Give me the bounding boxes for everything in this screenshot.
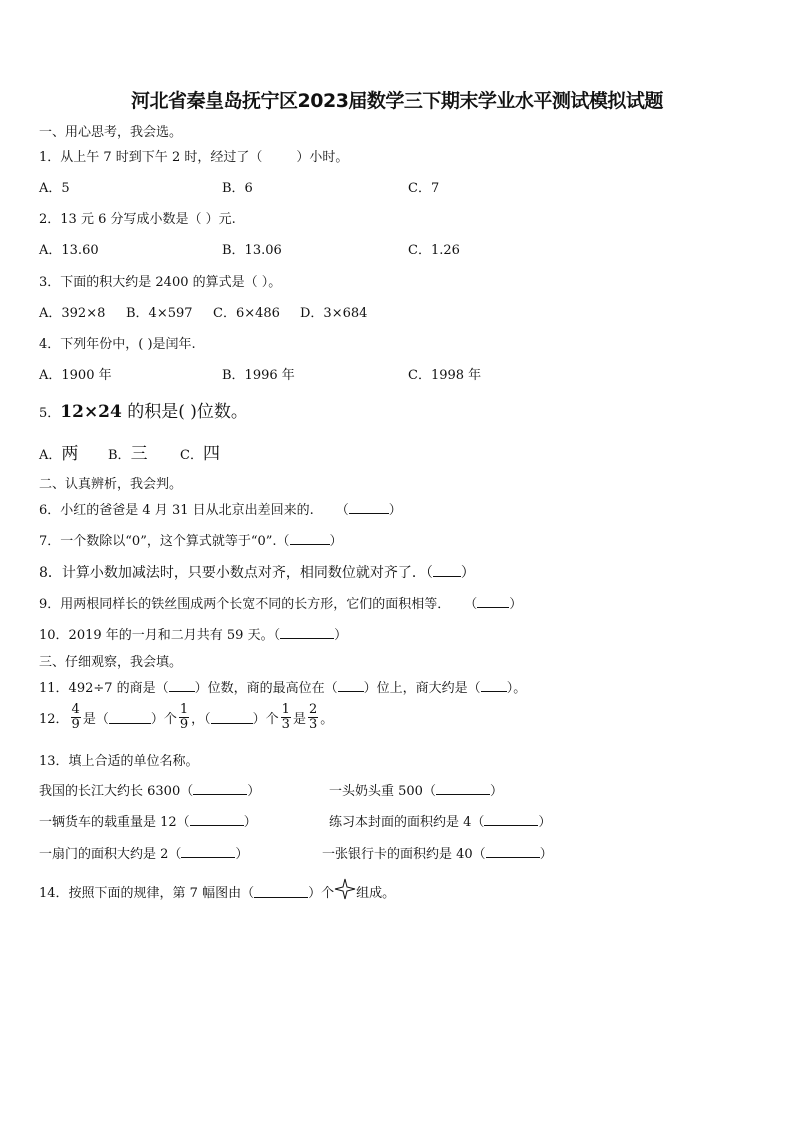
text-ge: ）个 <box>252 712 279 727</box>
answer-blank[interactable] <box>486 845 540 858</box>
q4-option-a[interactable]: A．1900 年 <box>39 368 112 383</box>
q3-option-a[interactable]: A．392×8 <box>39 306 106 321</box>
q13-item-text: 一辆货车的载重量是 12（ <box>39 815 190 830</box>
paren-right: ） <box>243 815 257 830</box>
q1-option-c[interactable]: C．7 <box>408 181 440 196</box>
q2-option-c[interactable]: C．1.26 <box>408 243 460 258</box>
q5-option-c[interactable] <box>180 439 220 464</box>
q5-option-a[interactable] <box>39 439 78 464</box>
answer-blank[interactable] <box>433 564 461 577</box>
q13-item-6 <box>322 843 553 862</box>
q2-option-b[interactable]: B．13.06 <box>222 243 282 258</box>
question-1-text-a: 1．从上午 7 时到下午 2 时，经过了（ <box>39 150 263 165</box>
paren-left: （ <box>273 628 281 643</box>
answer-blank[interactable] <box>436 782 490 795</box>
question-8-text: 8．计算小数加减法时，只要小数点对齐，相同数位就对齐了． <box>39 565 426 581</box>
section-heading-1: 一、用心思考，我会选。 <box>39 125 183 140</box>
q13-item-4 <box>329 811 551 830</box>
q13-item-2 <box>329 780 503 799</box>
q1-option-b[interactable]: B．6 <box>222 181 253 196</box>
paren-right: ） <box>334 628 348 643</box>
q13-item-3 <box>39 811 257 830</box>
question-6-text: 6．小红的爸爸是 4 月 31 日从北京出差回来的. <box>39 503 314 518</box>
question-5-text: 的积是( )位数。 <box>121 402 248 422</box>
question-9 <box>39 593 522 612</box>
page-title: 河北省秦皇岛抚宁区2023届数学三下期末学业水平测试模拟试题 <box>131 90 663 112</box>
question-11-part-4: ）。 <box>506 681 527 696</box>
q5-option-b[interactable] <box>108 439 148 464</box>
answer-blank[interactable] <box>290 532 330 545</box>
paren-left: （ <box>425 565 433 581</box>
question-11-part-2: ）位数，商的最高位在（ <box>194 681 338 696</box>
paren-left: （ <box>335 503 349 518</box>
question-11-part-1: 11．492÷7 的商是（ <box>39 681 169 696</box>
denominator: 3 <box>308 717 318 732</box>
numerator: 2 <box>308 702 318 717</box>
question-6 <box>39 499 402 518</box>
answer-blank[interactable] <box>169 679 195 692</box>
answer-blank[interactable] <box>481 679 507 692</box>
question-14-part-3: 组成。 <box>356 885 396 901</box>
question-11 <box>39 677 526 696</box>
q13-item-text: 一头奶头重 500（ <box>329 784 436 799</box>
paren-left: （ <box>276 534 290 549</box>
section-heading-2: 二、认真辨析，我会判。 <box>39 477 183 492</box>
q5-option-b-prefix: B． <box>108 448 131 463</box>
q13-item-text: 练习本封面的面积约是 4（ <box>329 815 485 830</box>
q2-option-a[interactable]: A．13.60 <box>39 243 99 258</box>
q13-item-text: 一张银行卡的面积约是 40（ <box>322 847 486 862</box>
q3-option-d[interactable]: D．3×684 <box>300 306 368 321</box>
answer-blank[interactable] <box>280 626 334 639</box>
paren-right: ） <box>388 503 402 518</box>
question-7 <box>39 530 343 549</box>
answer-blank[interactable] <box>193 782 247 795</box>
numerator: 1 <box>281 702 290 717</box>
text-ge: ）个 <box>150 712 177 727</box>
q4-option-b[interactable]: B．1996 年 <box>222 368 295 383</box>
answer-blank[interactable] <box>338 679 364 692</box>
answer-blank[interactable] <box>109 711 151 724</box>
answer-blank[interactable] <box>190 813 244 826</box>
q13-item-5 <box>39 843 248 862</box>
q1-option-a[interactable]: A．5 <box>39 181 70 196</box>
answer-blank[interactable] <box>254 885 308 898</box>
answer-blank[interactable] <box>477 595 509 608</box>
question-11-part-3: ）位上，商大约是（ <box>363 681 481 696</box>
question-12 <box>39 703 333 732</box>
paren-right: ） <box>538 815 552 830</box>
question-10-text: 10．2019 年的一月和二月共有 59 天。 <box>39 628 274 643</box>
q13-item-text: 我国的长江大约长 6300（ <box>39 784 194 799</box>
section-heading-3: 三、仔细观察，我会填。 <box>39 655 183 670</box>
q5-option-b-label: 三 <box>130 444 148 464</box>
text-comma: ，（ <box>191 712 211 727</box>
paren-right: ） <box>539 847 553 862</box>
fraction-1-9 <box>179 703 189 732</box>
four-point-star-icon <box>334 878 356 904</box>
question-14-part-2: ）个 <box>308 885 335 901</box>
paren-right: ） <box>509 597 523 612</box>
text-is: 是（ <box>82 712 109 727</box>
numerator: 4 <box>71 702 80 717</box>
question-2: 2．13 元 6 分写成小数是（ ）元. <box>39 212 236 227</box>
q3-option-b[interactable]: B．4×597 <box>126 306 193 321</box>
question-3: 3．下面的积大约是 2400 的算式是（ ）。 <box>39 275 282 290</box>
q5-option-a-label: 两 <box>61 444 79 464</box>
fraction-4-9 <box>71 703 81 732</box>
question-4: 4．下列年份中，( )是闰年. <box>39 337 196 352</box>
answer-blank[interactable] <box>484 813 538 826</box>
paren-right: ） <box>460 565 475 581</box>
denominator: 9 <box>179 717 189 732</box>
answer-blank[interactable] <box>211 711 253 724</box>
question-1-text-b: ）小时。 <box>296 150 349 165</box>
question-5-number: 5． <box>39 406 61 421</box>
q5-option-a-prefix: A． <box>39 448 62 463</box>
q13-item-text: 一扇门的面积大约是 2（ <box>39 847 182 862</box>
question-5-expression: 12×24 <box>60 402 122 422</box>
paren-right: ） <box>489 784 503 799</box>
q13-item-1 <box>39 780 260 799</box>
text-end: 。 <box>320 712 334 727</box>
paren-left: （ <box>464 597 478 612</box>
q4-option-c[interactable]: C．1998 年 <box>408 368 482 383</box>
fraction-2-3 <box>308 703 318 732</box>
q5-option-c-label: 四 <box>202 444 220 464</box>
question-7-text: 7．一个数除以“0”，这个算式就等于“0”. <box>39 534 277 549</box>
question-1 <box>39 146 348 165</box>
answer-blank[interactable] <box>349 501 389 514</box>
text-is: 是 <box>292 712 306 727</box>
question-13: 13．填上合适的单位名称。 <box>39 754 199 769</box>
question-10 <box>39 624 347 643</box>
question-14 <box>39 878 395 904</box>
question-5 <box>39 397 248 422</box>
q3-option-c[interactable]: C．6×486 <box>213 306 280 321</box>
question-12-number: 12． <box>39 712 69 727</box>
numerator: 1 <box>179 702 189 717</box>
paren-right: ） <box>329 534 343 549</box>
paren-right: ） <box>235 847 249 862</box>
question-9-text: 9．用两根同样长的铁丝围成两个长宽不同的长方形，它们的面积相等． <box>39 597 451 612</box>
denominator: 3 <box>281 717 290 732</box>
fraction-1-3 <box>281 703 291 732</box>
denominator: 9 <box>71 717 80 732</box>
q5-option-c-prefix: C． <box>180 448 203 463</box>
question-8 <box>39 562 475 582</box>
paren-right: ） <box>247 784 261 799</box>
question-14-part-1: 14．按照下面的规律，第 7 幅图由（ <box>39 885 255 901</box>
answer-blank[interactable] <box>181 845 235 858</box>
